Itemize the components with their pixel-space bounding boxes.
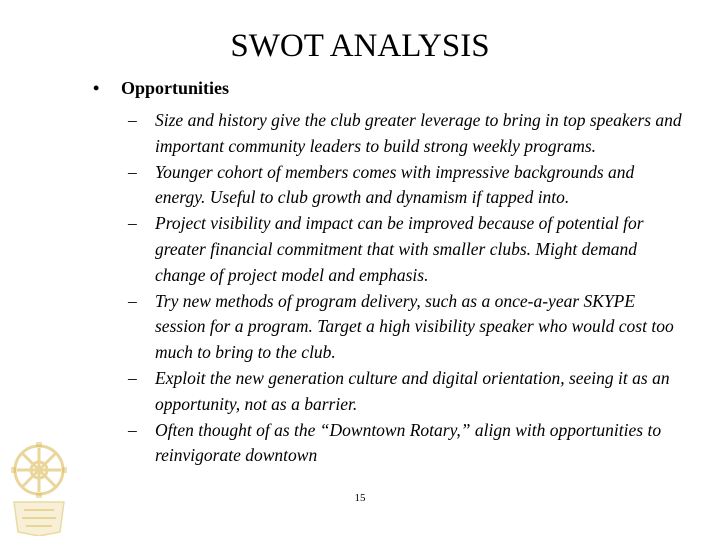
dash-marker: – — [128, 290, 137, 311]
sub-item — [126, 366, 686, 418]
dash-marker: – — [128, 161, 137, 182]
sub-item — [126, 160, 686, 212]
sub-bullet-list — [126, 108, 686, 469]
dash-marker: – — [128, 367, 137, 388]
sub-item-text: Younger cohort of members comes with impressive backgrounds and energy. Useful to club growth and dynamism if tapped into. — [155, 161, 635, 208]
sub-item-text: Often thought of as the “Downtown Rotary,” align with opportunities to reinvigorate downtown — [155, 419, 662, 466]
rotary-wheel-logo-icon — [8, 440, 70, 536]
sub-item-text: Exploit the new generation culture and digital orientation, seeing it as an opportunity, not as a barrier. — [155, 367, 670, 414]
sub-item — [126, 418, 686, 470]
sub-item — [126, 289, 686, 366]
bullet-label: Opportunities — [121, 78, 230, 98]
dash-marker: – — [128, 419, 137, 440]
page-number: 15 — [354, 492, 366, 504]
dash-marker: – — [128, 110, 137, 130]
dash-marker: – — [128, 213, 137, 234]
sub-item — [126, 211, 686, 288]
sub-item-text: Size and history give the club greater leverage to bring in top speakers and important community leaders to build strong weekly programs. — [155, 110, 682, 156]
sub-item-text: Try new methods of program delivery, such as a once-a-year SKYPE session for a program. Target a high visibility speaker who would cost too much to bring to the club. — [155, 290, 674, 363]
sub-item — [126, 108, 686, 160]
bullet-marker: • — [93, 78, 100, 98]
sub-item-text: Project visibility and impact can be improved because of potential for greater financial commitment that with smaller clubs. Might demand change of project model and emphasis. — [155, 213, 644, 285]
slide-title: SWOT ANALYSIS — [230, 28, 490, 64]
bullet-opportunities — [93, 76, 229, 100]
